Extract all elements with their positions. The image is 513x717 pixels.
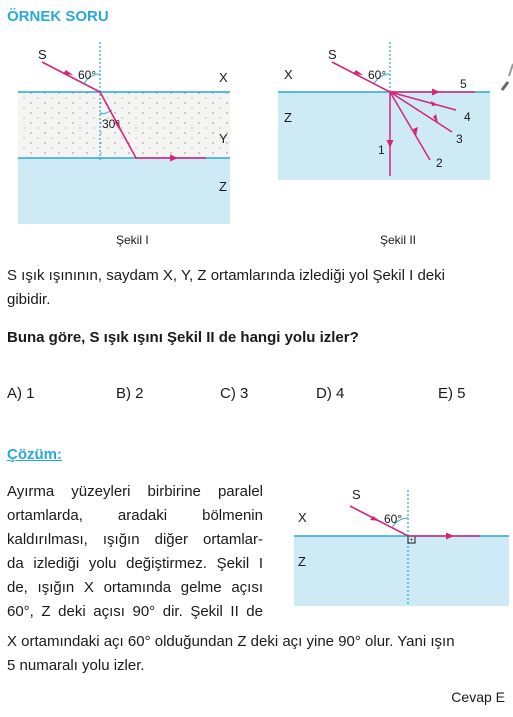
medium-y-label: Y <box>219 131 228 146</box>
ray-label: S <box>38 47 47 62</box>
path-label-3: 3 <box>456 132 463 146</box>
solution-line: kaldırılması, ışığın diğer ortamlar- <box>7 531 263 548</box>
solution-heading: Çözüm: <box>7 446 62 463</box>
figure-2 <box>270 30 513 220</box>
solution-line: de, ışığın X ortamında gelme açısı <box>7 579 263 596</box>
answer-label: Cevap E <box>451 689 505 705</box>
light-ray <box>350 506 480 536</box>
option-b[interactable]: B) 2 <box>116 385 144 402</box>
figure-2-caption: Şekil II <box>380 233 417 247</box>
path-label-4: 4 <box>464 110 471 124</box>
solution-line: ortamlarda, aradaki bölmenin <box>7 507 263 524</box>
medium-z-label: Z <box>219 179 227 194</box>
medium-x-label: X <box>298 510 307 525</box>
medium-z-label: Z <box>298 554 306 569</box>
ray-label: S <box>328 47 337 62</box>
option-e[interactable]: E) 5 <box>438 385 466 402</box>
solution-line: 60°, Z deki açısı 90° dir. Şekil II de <box>7 603 263 620</box>
angle-label-60: 60° <box>368 68 387 82</box>
option-a[interactable]: A) 1 <box>7 385 35 402</box>
solution-text-block <box>7 480 263 624</box>
question-text <box>7 264 507 312</box>
medium-z-label: Z <box>284 110 292 125</box>
magnifier-icon <box>502 64 513 90</box>
angle-label-30: 30° <box>102 117 121 131</box>
question-line-2: gibidir. <box>7 291 51 308</box>
question-prompt: Buna göre, S ışık ışını Şekil II de hangi yolu izler? <box>7 329 359 346</box>
figure-1-caption: Şekil I <box>116 233 149 247</box>
option-d[interactable]: D) 4 <box>316 385 345 402</box>
solution-figure <box>290 478 513 628</box>
path-label-2: 2 <box>436 156 443 170</box>
medium-x-label: X <box>219 70 228 85</box>
path-label-5: 5 <box>460 77 467 91</box>
figure-1 <box>0 30 260 230</box>
solution-line: da izlediği yolu değiştirmez. Şekil I <box>7 555 263 572</box>
medium-z-region <box>18 158 230 224</box>
page-heading: ÖRNEK SORU <box>7 8 109 25</box>
medium-x-label: X <box>284 67 293 82</box>
angle-label-60: 60° <box>78 68 97 82</box>
ray-label: S <box>352 487 361 502</box>
angle-label-60: 60° <box>384 512 403 526</box>
medium-z-region <box>294 536 509 606</box>
question-line-1: S ışık ışınının, saydam X, Y, Z ortamlarında izlediği yol Şekil I deki <box>7 267 445 284</box>
solution-line: Ayırma yüzeyleri birbirine paralel <box>7 483 263 500</box>
solution-line-8: 5 numaralı yolu izler. <box>7 657 145 674</box>
option-c[interactable]: C) 3 <box>220 385 249 402</box>
path-label-1: 1 <box>378 143 385 157</box>
solution-line-7: X ortamındaki açı 60° olduğundan Z deki açı yine 90° olur. Yani ışın <box>7 633 455 650</box>
solution-text-tail <box>7 630 512 678</box>
